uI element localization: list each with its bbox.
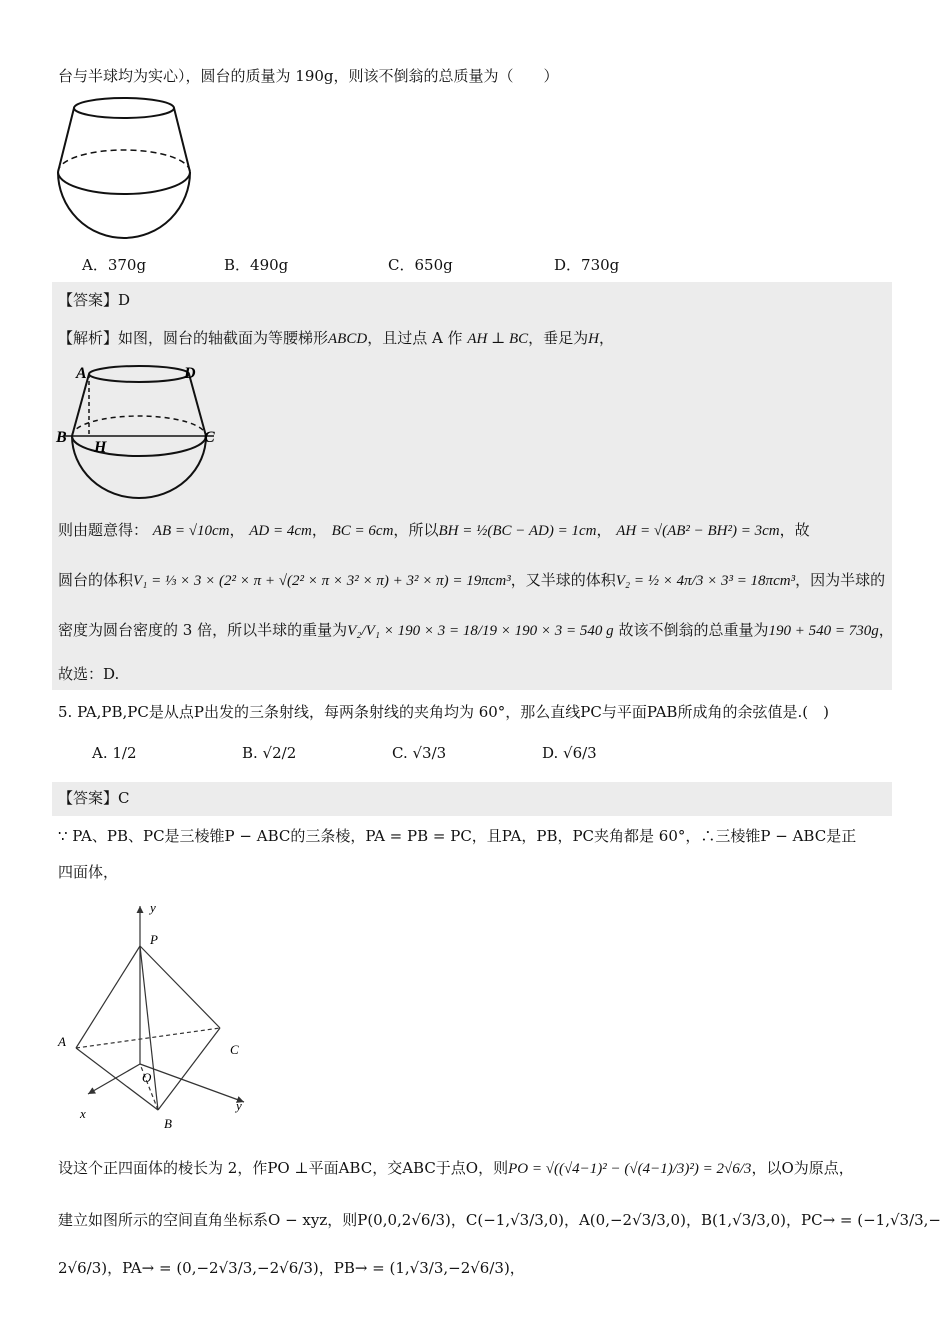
vertex-a: A [58, 1034, 66, 1049]
vertex-c: C [230, 1042, 239, 1057]
label-h: H [94, 439, 107, 456]
label-d: D [184, 365, 196, 382]
perpendicular-expr: AH ⊥ BC [467, 331, 529, 347]
q4-option-b: B．490g [224, 256, 289, 274]
q4-stem-tail: 台与半球均为实心），圆台的质量为 190g，则该不倒翁的总质量为（ ） [58, 67, 559, 85]
volume-prefix: 圆台的体积 [58, 571, 134, 589]
so-text: 所以 [408, 521, 439, 539]
trapezoid-name: ABCD [328, 331, 368, 347]
q5-solution-1: ∵ PA、PB、PC是三棱锥P − ABC的三条棱，PA = PB = PC，且PA，PB，PC夹角都是 60°，∴三棱锥P − ABC是正 [58, 827, 857, 845]
height-prefix: 设这个正四面体的棱长为 2，作PO ⊥平面ABC，交ABC于点O，则 [58, 1159, 509, 1177]
po-length: PO = √((√4−1)² − (√(4−1)/3)²) = 2√6/3 [508, 1161, 752, 1177]
analysis-text-3: ，垂足为 [528, 329, 589, 347]
axis-y-right: y [236, 1098, 242, 1113]
q5-answer: 【答案】C [58, 789, 130, 807]
foot-point: H [588, 331, 599, 347]
q4-volume-line [58, 568, 910, 593]
weight-end: ， [878, 621, 894, 639]
q5-option-c: C. √3/3 [392, 744, 447, 762]
q4-option-a: A．370g [82, 256, 147, 274]
q4-answer: 【答案】D [58, 291, 131, 309]
label-c: C [204, 429, 215, 446]
volume-end: ，因为半球的 [795, 571, 886, 589]
q5-option-b: B. √2/2 [242, 744, 297, 762]
volume-mid: ，又半球的体积 [510, 571, 616, 589]
q4-conclusion: 故选：D. [58, 665, 120, 683]
height-end: ，以O为原点， [751, 1159, 854, 1177]
given-end: ，故 [779, 521, 810, 539]
hemisphere-volume: V₂ = ½ × 4π/3 × 3³ = 18πcm³ [615, 573, 796, 589]
ah-length: AH = √(AB² − BH²) = 3cm [616, 523, 780, 539]
bc-length: BC = 6cm [331, 523, 394, 539]
weight-mid: 故该不倒翁的总重量为 [618, 621, 769, 639]
analysis-text-2: ，且过点 A 作 [367, 329, 463, 347]
tetrahedron-figure [54, 896, 264, 1136]
vertex-p: P [150, 932, 158, 947]
given-prefix: 则由题意得： [58, 521, 149, 539]
q5-solution-3 [58, 1156, 910, 1181]
weight-prefix: 密度为圆台密度的 3 倍，所以半球的重量为 [58, 621, 348, 639]
total-weight: 190 + 540 = 730g [768, 623, 879, 639]
hemisphere-weight: V₂/V₁ × 190 × 3 = 18/19 × 190 × 3 = 540 g [347, 623, 614, 639]
q5-stem: 5. PA,PB,PC是从点P出发的三条射线，每两条射线的夹角均为 60°，那么直线PC与平面PAB所成角的余弦值是.( ) [58, 703, 829, 721]
bh-length: BH = ½(BC − AD) = 1cm [438, 523, 597, 539]
q4-weight-line [58, 618, 910, 643]
q4-given-line: 则由题意得： AB = √10cm， AD = 4cm， BC = 6cm，所以BH = ½(BC − AD) = 1cm， AH = √(AB² − BH²) = 3cm，故 [58, 521, 810, 539]
ab-length: AB = √10cm [152, 523, 230, 539]
q5-solution-2: 四面体， [58, 863, 119, 881]
analysis-text-4: ， [598, 329, 614, 347]
q5-option-d: D. √6/3 [542, 744, 597, 762]
vertex-b: B [164, 1116, 172, 1131]
origin-o: O [142, 1070, 152, 1085]
analysis-text-1: 【解析】如图，圆台的轴截面为等腰梯形 [58, 329, 329, 347]
label-a: A [76, 365, 87, 382]
axis-y-top: y [150, 900, 156, 915]
q5-solution-4: 建立如图所示的空间直角坐标系O − xyz，则P(0,0,2√6/3)，C(−1,√3/3,0)，A(0,−2√3/3,0)，B(1,√3/3,0)，PC→ = (−1,√3/3,− [58, 1211, 942, 1229]
tumbler-section-figure [54, 358, 224, 506]
q4-analysis-intro [58, 326, 910, 351]
q4-option-d: D．730g [554, 256, 620, 274]
frustum-volume: V₁ = ⅓ × 3 × (2² × π + √(2² × π × 3² × π) + 3² × π) = 19πcm³ [133, 573, 511, 589]
q5-solution-5: 2√6/3)，PA→ = (0,−2√3/3,−2√6/3)，PB→ = (1,√3/3,−2√6/3)， [58, 1259, 525, 1277]
label-b: B [56, 429, 67, 446]
ad-length: AD = 4cm [249, 523, 312, 539]
q4-option-c: C．650g [388, 256, 453, 274]
tumbler-figure [54, 96, 194, 246]
axis-x: x [80, 1106, 86, 1121]
q5-option-a: A. 1/2 [92, 744, 137, 762]
